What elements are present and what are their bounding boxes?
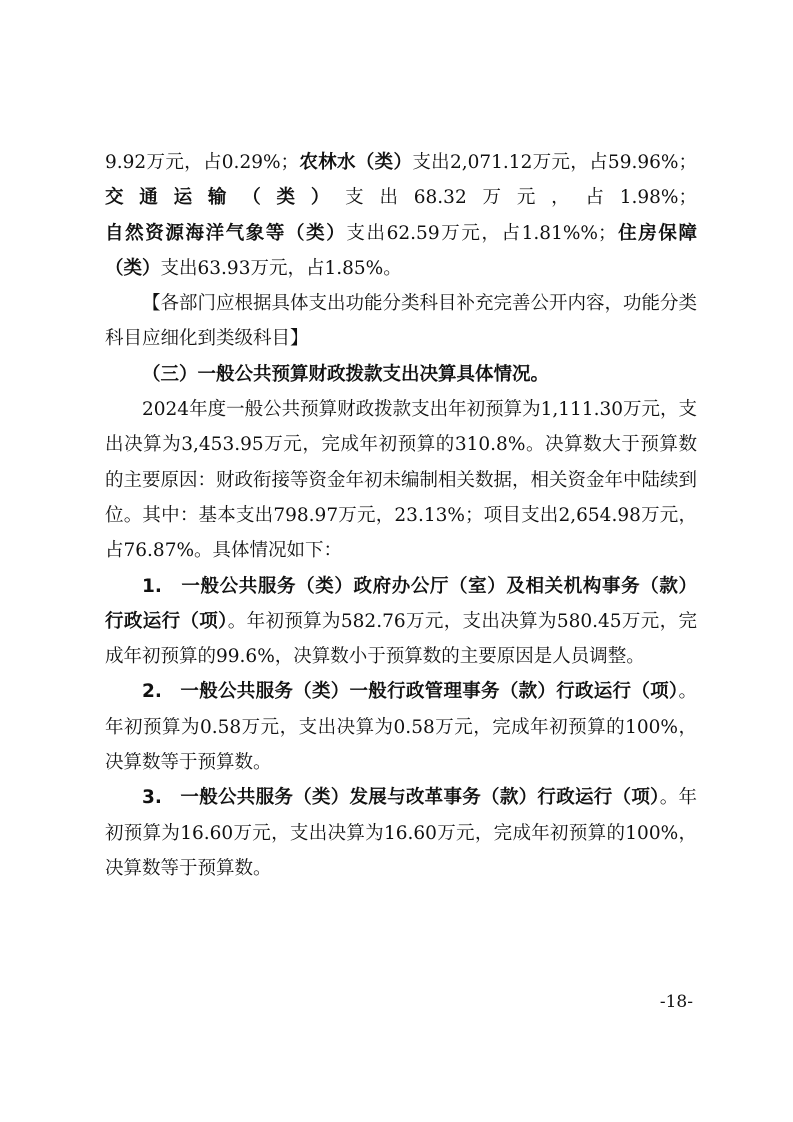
item-number: 3. xyxy=(142,787,162,809)
category-agriculture: 农林水（类） xyxy=(299,152,413,173)
category-transport: 交通运输（类） xyxy=(105,187,346,209)
section-heading: （三）一般公共预算财政拨款支出决算具体情况。 xyxy=(142,363,550,385)
paragraph-category-expenditures xyxy=(105,145,697,286)
paragraph-summary: 2024年度一般公共预算财政拨款支出年初预算为1,111.30万元，支出决算为3,453.95万元，完成年初预算的310.8%。决算数大于预算数的主要原因：财政衔接等资金年初未编制相关数据，相关资金年中陆续到位。其中：基本支出798.97万元，23.13%；项目支出2,654.98万元，占76.87%。具体情况如下： xyxy=(105,399,698,562)
text-segment: 支出63.93万元，占1.85%。 xyxy=(160,257,402,279)
item-title: 一般公共服务（类）政府办公厅（室）及相关机构事务（款）行政运行（项） xyxy=(105,575,697,632)
list-item-2 xyxy=(105,674,697,780)
list-item-1 xyxy=(105,569,697,675)
page-number: -18- xyxy=(659,992,693,1012)
category-natural-resources: 自然资源海洋气象等（类） xyxy=(105,222,347,244)
list-item-3 xyxy=(105,780,697,886)
item-number: 1. xyxy=(142,575,162,597)
text-segment: 9.92万元，占0.29%； xyxy=(105,152,300,173)
text-segment: 支出62.59万元，占1.81%%； xyxy=(346,222,617,244)
item-body: 。年初预算为0.58万元，支出决算为0.58万元，完成年初预算的100%，决算数等于预算数。 xyxy=(105,681,697,774)
item-body: 。年初预算为582.76万元，支出决算为580.45万元，完成年初预算的99.6%，决算数小于预算数的主要原因是人员调整。 xyxy=(105,610,697,668)
item-number: 2. xyxy=(142,681,162,703)
item-body: 。年初预算为16.60万元，支出决算为16.60万元，完成年初预算的100%，决算数等于预算数。 xyxy=(105,787,697,879)
category-housing: 住房保障（类） xyxy=(105,222,697,279)
text-segment: 支出68.32万元，占1.98%； xyxy=(345,187,697,209)
instruction-note: 【各部门应根据具体支出功能分类科目补充完善公开内容，功能分类科目应细化到类级科目】 xyxy=(105,293,698,350)
item-title: 一般公共服务（类）发展与改革事务（款）行政运行（项） xyxy=(180,787,660,809)
page-content xyxy=(105,145,697,886)
item-title: 一般公共服务（类）一般行政管理事务（款）行政运行（项） xyxy=(180,681,679,703)
text-segment: 支出2,071.12万元，占59.96%； xyxy=(412,152,697,173)
